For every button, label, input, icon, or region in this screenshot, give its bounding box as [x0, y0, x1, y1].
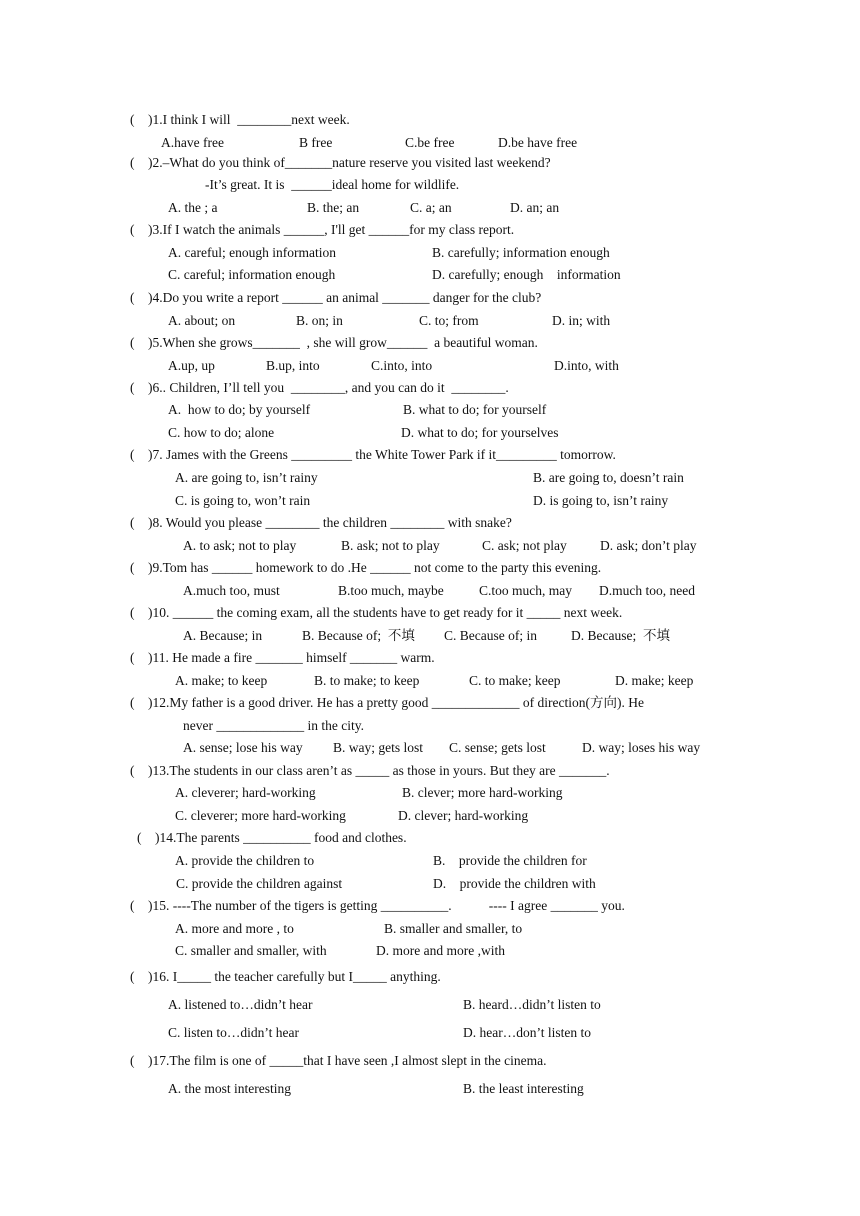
q3-option-c: C. careful; information enough [168, 267, 336, 282]
q3-option-a: A. careful; enough information [168, 245, 336, 260]
q11-option-c: C. to make; keep [469, 673, 561, 688]
q2-option-c: C. a; an [410, 200, 452, 215]
question-2: ( )2.–What do you think of_______nature reserve you visited last weekend? [130, 155, 551, 170]
question-5: ( )5.When she grows_______ , she will grow______ a beautiful woman. [130, 335, 538, 350]
q15-option-d: D. more and more ,with [376, 943, 505, 958]
q9-option-a: A.much too, must [183, 583, 280, 598]
q8-option-b: B. ask; not to play [341, 538, 440, 553]
q8-option-a: A. to ask; not to play [183, 538, 297, 553]
q6-option-d: D. what to do; for yourselves [401, 425, 559, 440]
q11-option-d: D. make; keep [615, 673, 694, 688]
q5-option-b: B.up, into [266, 358, 320, 373]
q8-option-c: C. ask; not play [482, 538, 567, 553]
question-3: ( )3.If I watch the animals ______, I'll get ______for my class report. [130, 222, 515, 237]
q14-option-a: A. provide the children to [175, 853, 315, 868]
q1-option-d: D.be have free [498, 135, 578, 150]
q15-option-b: B. smaller and smaller, to [384, 921, 523, 936]
question-12: ( )12.My father is a good driver. He has a pretty good _____________ of direction(方向). He [130, 695, 645, 710]
q16-option-c: C. listen to…didn’t hear [168, 1025, 299, 1040]
q12-option-a: A. sense; lose his way [183, 740, 303, 755]
q4-option-d: D. in; with [552, 313, 611, 328]
q7-option-a: A. are going to, isn’t rainy [175, 470, 318, 485]
q13-option-a: A. cleverer; hard-working [175, 785, 316, 800]
q15-option-a: A. more and more , to [175, 921, 294, 936]
q17-option-b: B. the least interesting [463, 1081, 584, 1096]
q2-option-a: A. the ; a [168, 200, 218, 215]
q7-option-b: B. are going to, doesn’t rain [533, 470, 684, 485]
q13-option-b: B. clever; more hard-working [402, 785, 563, 800]
q14-option-b: B. provide the children for [433, 853, 587, 868]
q7-option-d: D. is going to, isn’t rainy [533, 493, 669, 508]
q2-option-b: B. the; an [307, 200, 360, 215]
question-17: ( )17.The film is one of _____that I have seen ,I almost slept in the cinema. [130, 1053, 547, 1068]
question-7: ( )7. James with the Greens _________ the White Tower Park if it_________ tomorrow. [130, 447, 616, 462]
q14-option-c: C. provide the children against [176, 876, 343, 891]
q3-option-b: B. carefully; information enough [432, 245, 610, 260]
q9-option-d: D.much too, need [599, 583, 695, 598]
q13-option-c: C. cleverer; more hard-working [175, 808, 346, 823]
q4-option-c: C. to; from [419, 313, 479, 328]
q1-option-c: C.be free [405, 135, 455, 150]
q1-option-b: B free [299, 135, 333, 150]
q10-option-d: D. Because; 不填 [571, 628, 670, 643]
q16-option-d: D. hear…don’t listen to [463, 1025, 591, 1040]
q11-option-b: B. to make; to keep [314, 673, 420, 688]
q12-option-c: C. sense; gets lost [449, 740, 546, 755]
q6-option-a: A. how to do; by yourself [168, 402, 311, 417]
q9-option-b: B.too much, maybe [338, 583, 444, 598]
q9-option-c: C.too much, may [479, 583, 572, 598]
question-12-line2: never _____________ in the city. [183, 718, 364, 733]
question-15: ( )15. ----The number of the tigers is getting __________. ---- I agree _______ you. [130, 898, 625, 913]
q13-option-d: D. clever; hard-working [398, 808, 529, 823]
q8-option-d: D. ask; don’t play [600, 538, 697, 553]
question-10: ( )10. ______ the coming exam, all the students have to get ready for it _____ next week. [130, 605, 623, 620]
q7-option-c: C. is going to, won’t rain [175, 493, 311, 508]
q10-option-a: A. Because; in [183, 628, 263, 643]
q5-option-d: D.into, with [554, 358, 619, 373]
q6-option-b: B. what to do; for yourself [403, 402, 547, 417]
q6-option-c: C. how to do; alone [168, 425, 275, 440]
q1-option-a: A.have free [161, 135, 224, 150]
q10-option-b: B. Because of; 不填 [302, 628, 415, 643]
q11-option-a: A. make; to keep [175, 673, 268, 688]
question-2-line2: -It’s great. It is ______ideal home for wildlife. [205, 177, 460, 192]
question-9: ( )9.Tom has ______ homework to do .He ______ not come to the party this evening. [130, 560, 602, 575]
question-14: ( )14.The parents __________ food and clothes. [137, 830, 407, 845]
question-11: ( )11. He made a fire _______ himself _______ warm. [130, 650, 435, 665]
q16-option-b: B. heard…didn’t listen to [463, 997, 601, 1012]
q12-option-b: B. way; gets lost [333, 740, 423, 755]
question-6: ( )6.. Children, I’ll tell you ________, and you can do it ________. [130, 380, 509, 395]
question-16: ( )16. I_____ the teacher carefully but I_____ anything. [130, 969, 441, 984]
q12-option-d: D. way; loses his way [582, 740, 701, 755]
question-1: ( )1.I think I will ________next week. [130, 112, 350, 127]
q3-option-d: D. carefully; enough information [432, 267, 621, 282]
q14-option-d: D. provide the children with [433, 876, 596, 891]
q2-option-d: D. an; an [510, 200, 560, 215]
q10-option-c: C. Because of; in [444, 628, 537, 643]
q4-option-a: A. about; on [168, 313, 236, 328]
q16-option-a: A. listened to…didn’t hear [168, 997, 313, 1012]
question-8: ( )8. Would you please ________ the children ________ with snake? [130, 515, 512, 530]
q5-option-c: C.into, into [371, 358, 433, 373]
q15-option-c: C. smaller and smaller, with [175, 943, 327, 958]
q17-option-a: A. the most interesting [168, 1081, 291, 1096]
question-4: ( )4.Do you write a report ______ an animal _______ danger for the club? [130, 290, 542, 305]
question-13: ( )13.The students in our class aren’t as _____ as those in yours. But they are _______. [130, 763, 610, 778]
q4-option-b: B. on; in [296, 313, 343, 328]
q5-option-a: A.up, up [168, 358, 215, 373]
